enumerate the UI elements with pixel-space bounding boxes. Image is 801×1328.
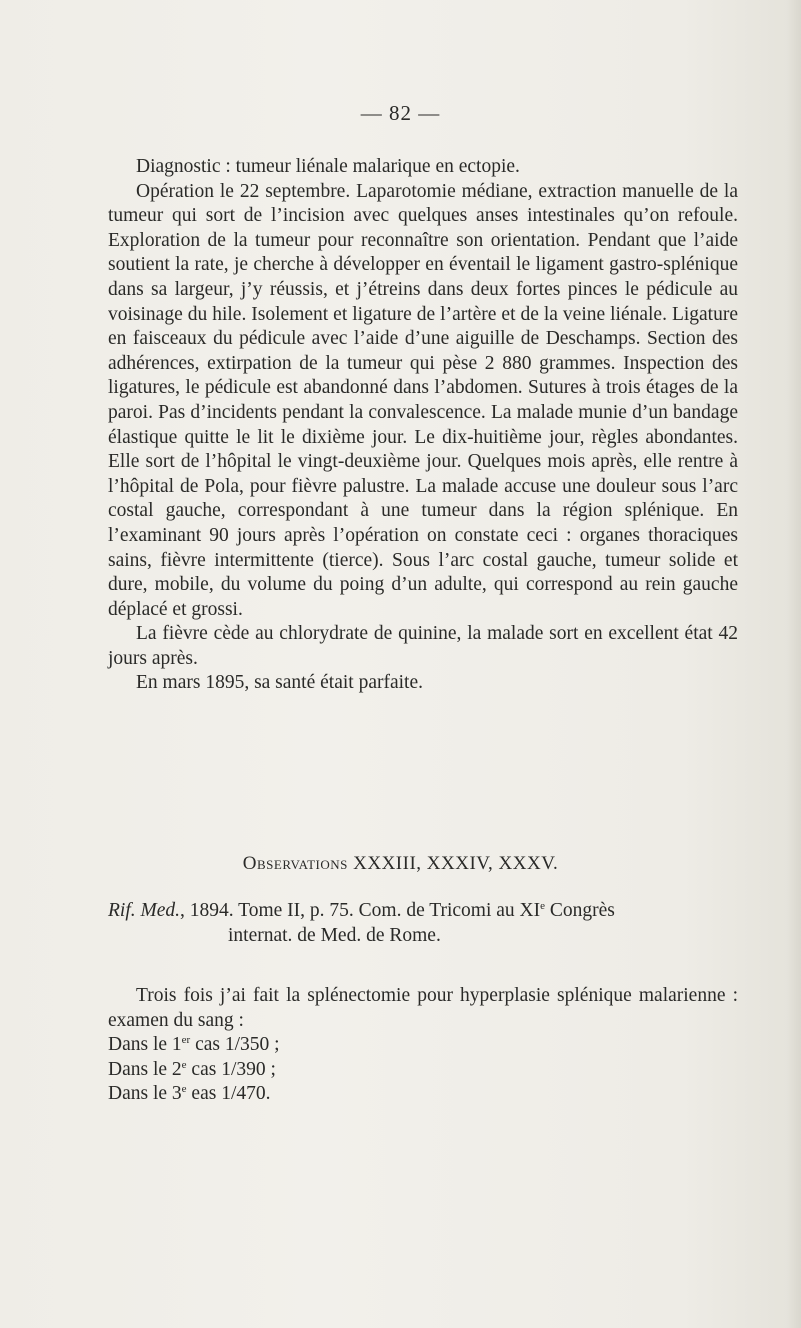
reference-line-2: internat. de Med. de Rome. (228, 924, 441, 946)
case-item-2 (108, 1058, 738, 1083)
case-value: cas 1/390 ; (186, 1058, 276, 1080)
case-ordinal: e (181, 1083, 187, 1096)
diagnosis-paragraph: Diagnostic : tumeur liénale malarique en ectopie. (136, 156, 520, 177)
section-heading: Observations XXXIII, XXXIV, XXXV. (242, 853, 559, 874)
reference-source: Rif. Med. (108, 900, 181, 921)
reference-ordinal: e (540, 900, 546, 912)
observation-intro: Trois fois j’ai fait la splénectomie pour hyperplasie splénique malarienne : examen du sang : (108, 985, 738, 1031)
bibliographic-reference (108, 899, 738, 948)
case-label: Dans le 3 (108, 1083, 182, 1105)
case-item-3 (108, 1082, 738, 1107)
page-number: — 82 — (360, 101, 441, 125)
reference-line-1 (108, 899, 738, 924)
case-ordinal: e (181, 1058, 187, 1071)
outcome-paragraph: En mars 1895, sa santé était parfaite. (136, 672, 423, 694)
case-item-1 (108, 1033, 738, 1058)
main-text (108, 155, 738, 696)
observation-text (108, 984, 738, 1107)
fever-paragraph: La fièvre cède au chlorydrate de quinine, la malade sort en excellent état 42 jours après. (108, 623, 738, 669)
case-label: Dans le 1 (108, 1034, 182, 1056)
case-value: eas 1/470. (186, 1083, 271, 1105)
operation-paragraph: Opération le 22 septembre. Laparotomie médiane, extraction manuelle de la tumeur qui sort de l’incision avec quelques anses intestinales qu’on refoule. Exploration de la tumeur pour reconnaître son orientation. Pendant que l’aide soutient la rate, je cherche à développer en éventail le ligament gastro-splénique dans sa largeur, j’y réussis, et j’étreins dans deux fortes pinces le pédicule au voisinage du hile. Isolement et ligature de l’artère et de la veine liénale. Ligature en faisceaux du pédicule avec l’aide d’une aiguille de Deschamps. Section des adhérences, extirpation de la tumeur qui pèse 2 880 grammes. Inspection des ligatures, le pédicule est abandonné dans l’abdomen. Sutures à trois étages de la paroi. Pas d’incidents pendant la convalescence. La malade munie d’un bandage élastique quitte le lit le dixième jour. Le dix-huitième jour, règles abondantes. Elle sort de l’hôpital le vingt-deuxième jour. Quelques mois après, elle rentre à l’hôpital de Pola, pour fièvre palustre. La malade accuse une douleur sous l’arc costal gauche, correspondant à une tumeur dans la région splénique. En l’examinant 90 jours après l’opération on constate ceci : organes thoraciques sains, fièvre intermittente (tierce). Sous l’arc costal gauche, tumeur solide et dure, mobile, du volume du poing d’un adulte, qui correspond au rein gauche déplacé et grossi. (108, 180, 738, 620)
case-list (108, 1033, 738, 1107)
case-ordinal: er (181, 1034, 191, 1047)
reference-congress: Congrès (545, 900, 615, 921)
case-label: Dans le 2 (108, 1058, 182, 1080)
case-value: cas 1/350 ; (190, 1034, 280, 1056)
page-edge-shadow (787, 0, 801, 1328)
reference-detail: , 1894. Tome II, p. 75. Com. de Tricomi au XI (180, 900, 541, 921)
